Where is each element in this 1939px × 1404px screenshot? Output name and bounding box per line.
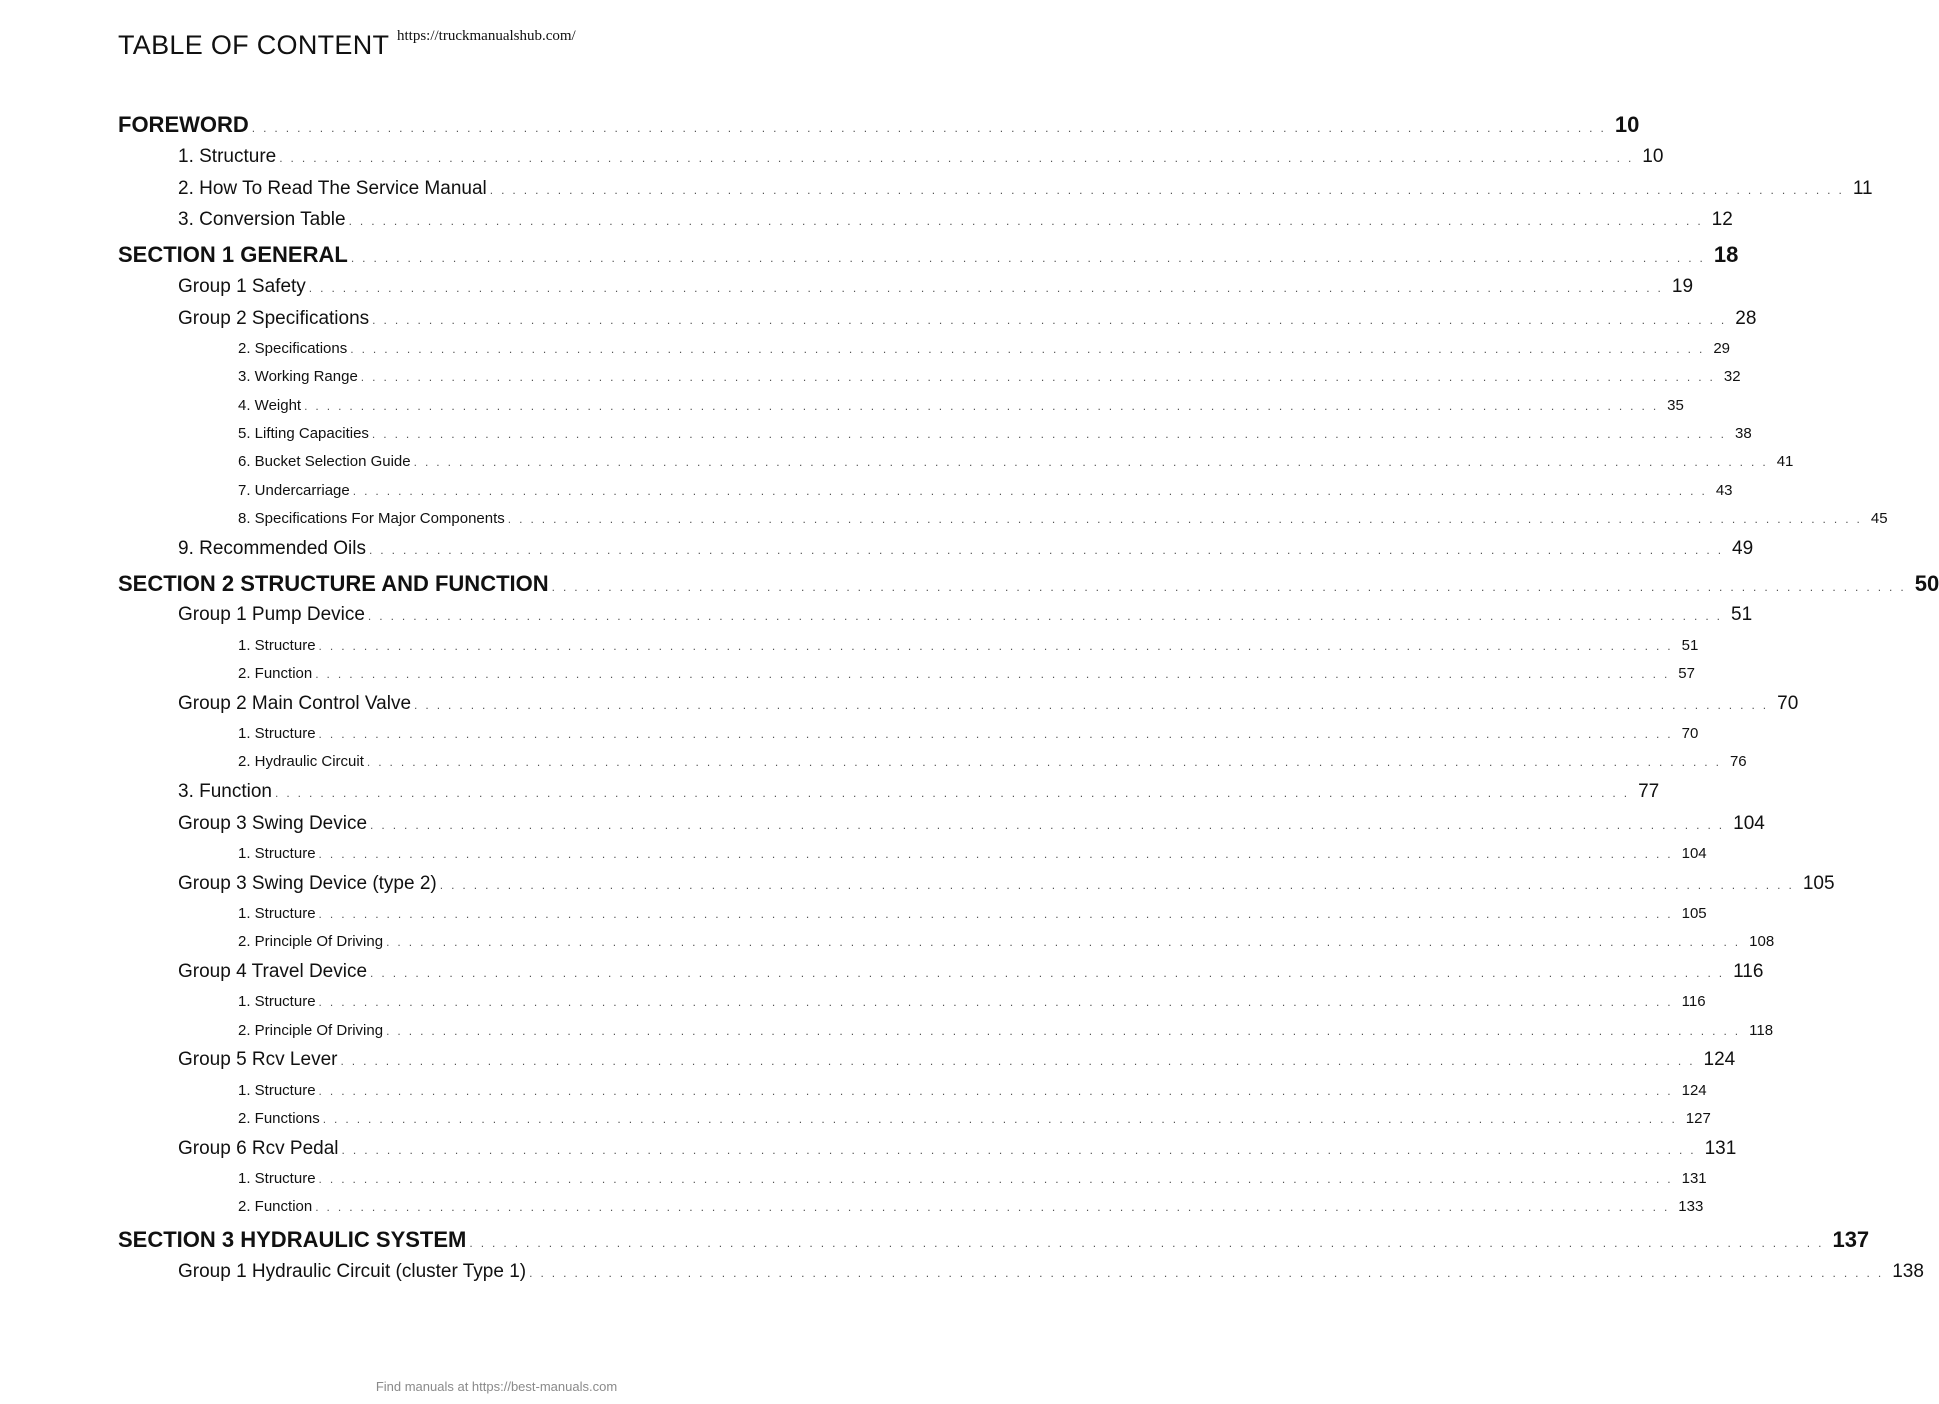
- toc-entry-page: 32: [1723, 368, 1741, 385]
- dot-leader: ........................................................................................................................: [318, 727, 1679, 741]
- toc-group[interactable]: [178, 781, 1660, 803]
- toc-group[interactable]: [178, 276, 1694, 298]
- toc-entry-label: 6. Bucket Selection Guide: [238, 453, 411, 470]
- dot-leader: ........................................................................................................................: [308, 281, 1669, 295]
- toc-subitem[interactable]: [238, 425, 1752, 442]
- toc-group[interactable]: [178, 178, 1873, 200]
- dot-leader: ........................................................................................................................: [386, 935, 1747, 949]
- toc-entry-label: 7. Undercarriage: [238, 482, 350, 499]
- dot-leader: ........................................................................................................................: [413, 455, 1774, 469]
- toc-entry-label: FOREWORD: [118, 112, 249, 137]
- dot-leader: ........................................................................................................................: [341, 1143, 1702, 1157]
- toc-entry-page: 38: [1734, 425, 1752, 442]
- toc-group[interactable]: [178, 1138, 1737, 1160]
- toc-subitem[interactable]: [238, 753, 1747, 770]
- toc-entry-page: 108: [1749, 933, 1775, 950]
- toc-group[interactable]: [178, 873, 1835, 895]
- toc-entry-label: 2. Function: [238, 1198, 313, 1215]
- dot-leader: ........................................................................................................................: [279, 151, 1640, 165]
- dot-leader: ........................................................................................................................: [318, 1084, 1679, 1098]
- toc-subitem[interactable]: [238, 1082, 1707, 1099]
- dot-leader: ........................................................................................................................: [370, 966, 1731, 980]
- dot-leader: ........................................................................................................................: [551, 580, 1912, 594]
- header-url[interactable]: https://truckmanualshub.com/: [397, 28, 576, 44]
- toc-entry-label: 2. Function: [238, 665, 313, 682]
- toc-entry-label: 8. Specifications For Major Components: [238, 510, 505, 527]
- toc-entry-page: 131: [1681, 1170, 1707, 1187]
- toc-entry-label: Group 5 Rcv Lever: [178, 1049, 338, 1070]
- toc-entry-label: SECTION 2 STRUCTURE AND FUNCTION: [118, 571, 549, 596]
- dot-leader: ........................................................................................................................: [469, 1236, 1830, 1250]
- toc-entry-page: 105: [1802, 873, 1835, 894]
- toc-group[interactable]: [178, 961, 1764, 983]
- page-title: TABLE OF CONTENT: [118, 30, 390, 60]
- toc-entry-label: 1. Structure: [238, 905, 316, 922]
- toc-entry-label: 4. Weight: [238, 397, 302, 414]
- toc-entry-page: 104: [1681, 845, 1707, 862]
- dot-leader: ........................................................................................................................: [489, 183, 1850, 197]
- toc-subitem[interactable]: [238, 510, 1888, 527]
- dot-leader: ........................................................................................................................: [318, 1172, 1679, 1186]
- footer-link[interactable]: Find manuals at https://best-manuals.com: [375, 1379, 618, 1394]
- toc-entry-label: Group 2 Specifications: [178, 308, 370, 329]
- dot-leader: ........................................................................................................................: [315, 667, 1676, 681]
- dot-leader: ........................................................................................................................: [352, 484, 1713, 498]
- toc-entry-label: Group 1 Hydraulic Circuit (cluster Type 1): [178, 1261, 527, 1282]
- toc-entry-label: Group 6 Rcv Pedal: [178, 1138, 339, 1159]
- toc-entry-page: 50: [1914, 571, 1939, 596]
- toc-entry-page: 10: [1614, 112, 1640, 137]
- toc-subitem[interactable]: [238, 1110, 1711, 1127]
- toc-entry-page: 12: [1711, 209, 1733, 230]
- toc-group[interactable]: [178, 1049, 1736, 1071]
- toc-entry-page: 18: [1713, 242, 1739, 267]
- toc-entry-page: 41: [1776, 453, 1794, 470]
- toc-entry-page: 35: [1667, 397, 1684, 414]
- toc-entry-label: 2. Principle Of Driving: [238, 933, 384, 950]
- toc-section[interactable]: [118, 242, 1739, 268]
- toc-entry-page: 11: [1852, 178, 1873, 199]
- toc-group[interactable]: [178, 209, 1733, 231]
- toc-subitem[interactable]: [238, 993, 1706, 1010]
- dot-leader: ........................................................................................................................: [318, 907, 1679, 921]
- toc-entry-label: 2. Specifications: [238, 340, 348, 357]
- toc-entry-label: 2. How To Read The Service Manual: [178, 178, 487, 199]
- dot-leader: ........................................................................................................................: [368, 543, 1730, 557]
- toc-entry-label: 3. Conversion Table: [178, 209, 346, 230]
- toc-entry-label: Group 2 Main Control Valve: [178, 693, 412, 714]
- toc-entry-page: 116: [1681, 993, 1706, 1010]
- toc-subitem[interactable]: [238, 340, 1730, 357]
- dot-leader: ........................................................................................................................: [348, 214, 1709, 228]
- toc-entry-label: 1. Structure: [238, 637, 316, 654]
- toc-entry-label: 1. Structure: [178, 146, 277, 167]
- toc-entry-page: 131: [1704, 1138, 1737, 1159]
- dot-leader: ........................................................................................................................: [414, 698, 1775, 712]
- toc-entry-label: Group 3 Swing Device (type 2): [178, 873, 437, 894]
- toc-entry-page: 51: [1731, 604, 1753, 625]
- toc-entry-page: 104: [1733, 813, 1765, 834]
- toc-entry-page: 10: [1642, 146, 1664, 167]
- toc-entry-page: 70: [1681, 725, 1699, 742]
- toc-entry-label: 3. Working Range: [238, 368, 358, 385]
- toc-subitem[interactable]: [238, 933, 1775, 950]
- toc-entry-label: Group 1 Safety: [178, 276, 306, 297]
- dot-leader: ........................................................................................................................: [350, 342, 1711, 356]
- toc-entry-page: 118: [1749, 1022, 1774, 1039]
- toc-entry-page: 127: [1685, 1110, 1711, 1127]
- toc-entry-page: 45: [1870, 510, 1888, 527]
- toc-subitem[interactable]: [238, 725, 1699, 742]
- toc-entry-page: 49: [1732, 538, 1754, 559]
- toc-subitem[interactable]: [238, 845, 1707, 862]
- dot-leader: ........................................................................................................................: [350, 251, 1711, 265]
- toc-entry-label: 1. Structure: [238, 1170, 316, 1187]
- toc-entry-label: 5. Lifting Capacities: [238, 425, 369, 442]
- dot-leader: ........................................................................................................................: [322, 1112, 1683, 1126]
- dot-leader: ........................................................................................................................: [367, 609, 1728, 623]
- toc-entry-page: 43: [1715, 482, 1733, 499]
- dot-leader: ........................................................................................................................: [507, 512, 1868, 526]
- dot-leader: ........................................................................................................................: [529, 1266, 1890, 1280]
- dot-leader: ........................................................................................................................: [340, 1054, 1701, 1068]
- toc-subitem[interactable]: [238, 1198, 1704, 1215]
- dot-leader: ........................................................................................................................: [318, 995, 1679, 1009]
- dot-leader: ........................................................................................................................: [304, 399, 1665, 413]
- dot-leader: ........................................................................................................................: [370, 818, 1731, 832]
- toc-subitem[interactable]: [238, 1022, 1774, 1039]
- toc-entry-label: Group 3 Swing Device: [178, 813, 368, 834]
- toc-entry-label: SECTION 1 GENERAL: [118, 242, 348, 267]
- toc-subitem[interactable]: [238, 368, 1741, 385]
- toc-section[interactable]: [118, 571, 1939, 597]
- toc-subitem[interactable]: [238, 1170, 1707, 1187]
- dot-leader: ........................................................................................................................: [318, 847, 1679, 861]
- toc-group[interactable]: [178, 308, 1757, 330]
- toc-group[interactable]: [178, 1261, 1924, 1283]
- toc-entry-label: 1. Structure: [238, 993, 316, 1010]
- dot-leader: ........................................................................................................................: [275, 786, 1636, 800]
- dot-leader: ........................................................................................................................: [315, 1200, 1676, 1214]
- toc-group[interactable]: [178, 146, 1664, 168]
- toc-entry-label: 9. Recommended Oils: [178, 538, 366, 559]
- toc-group[interactable]: [178, 538, 1754, 560]
- toc-entry-page: 51: [1681, 637, 1699, 654]
- toc-entry-label: Group 1 Pump Device: [178, 604, 365, 625]
- toc-entry-page: 70: [1777, 693, 1799, 714]
- toc-entry-page: 29: [1713, 340, 1730, 357]
- toc-subitem[interactable]: [238, 397, 1684, 414]
- toc-entry-label: 2. Hydraulic Circuit: [238, 753, 364, 770]
- toc-section[interactable]: [118, 112, 1640, 138]
- toc-entry-page: 133: [1678, 1198, 1704, 1215]
- toc-entry-page: 77: [1638, 781, 1660, 802]
- toc-entry-page: 137: [1832, 1227, 1870, 1252]
- dot-leader: ........................................................................................................................: [386, 1024, 1747, 1038]
- dot-leader: ........................................................................................................................: [360, 370, 1721, 384]
- toc-subitem[interactable]: [238, 453, 1794, 470]
- toc-entry-page: 57: [1678, 665, 1695, 682]
- toc-group[interactable]: [178, 604, 1753, 626]
- toc-entry-page: 105: [1681, 905, 1707, 922]
- toc-entry-label: 1. Structure: [238, 1082, 316, 1099]
- toc-entry-label: 2. Functions: [238, 1110, 320, 1127]
- toc-entry-page: 138: [1892, 1261, 1924, 1282]
- toc-subitem[interactable]: [238, 665, 1695, 682]
- dot-leader: ........................................................................................................................: [439, 878, 1800, 892]
- toc-entry-label: 1. Structure: [238, 725, 316, 742]
- dot-leader: ........................................................................................................................: [318, 639, 1679, 653]
- dot-leader: ........................................................................................................................: [372, 313, 1733, 327]
- toc-entry-page: 76: [1729, 753, 1747, 770]
- dot-leader: ........................................................................................................................: [371, 427, 1732, 441]
- toc-subitem[interactable]: [238, 637, 1699, 654]
- toc-group[interactable]: [178, 813, 1765, 835]
- toc-entry-page: 124: [1681, 1082, 1707, 1099]
- toc-entry-page: 28: [1735, 308, 1757, 329]
- toc-entry-label: Group 4 Travel Device: [178, 961, 368, 982]
- dot-leader: ........................................................................................................................: [251, 121, 1612, 135]
- toc-entry-label: SECTION 3 HYDRAULIC SYSTEM: [118, 1227, 467, 1252]
- toc-entry-label: 3. Function: [178, 781, 272, 802]
- toc-entry-page: 19: [1671, 276, 1694, 297]
- toc-entry-label: 2. Principle Of Driving: [238, 1022, 384, 1039]
- toc-section[interactable]: [118, 1227, 1870, 1253]
- toc-subitem[interactable]: [238, 905, 1707, 922]
- dot-leader: ........................................................................................................................: [366, 755, 1727, 769]
- toc-group[interactable]: [178, 693, 1799, 715]
- toc-entry-label: 1. Structure: [238, 845, 316, 862]
- toc-entry-page: 124: [1703, 1049, 1736, 1070]
- toc-entry-page: 116: [1733, 961, 1764, 982]
- toc-subitem[interactable]: [238, 482, 1733, 499]
